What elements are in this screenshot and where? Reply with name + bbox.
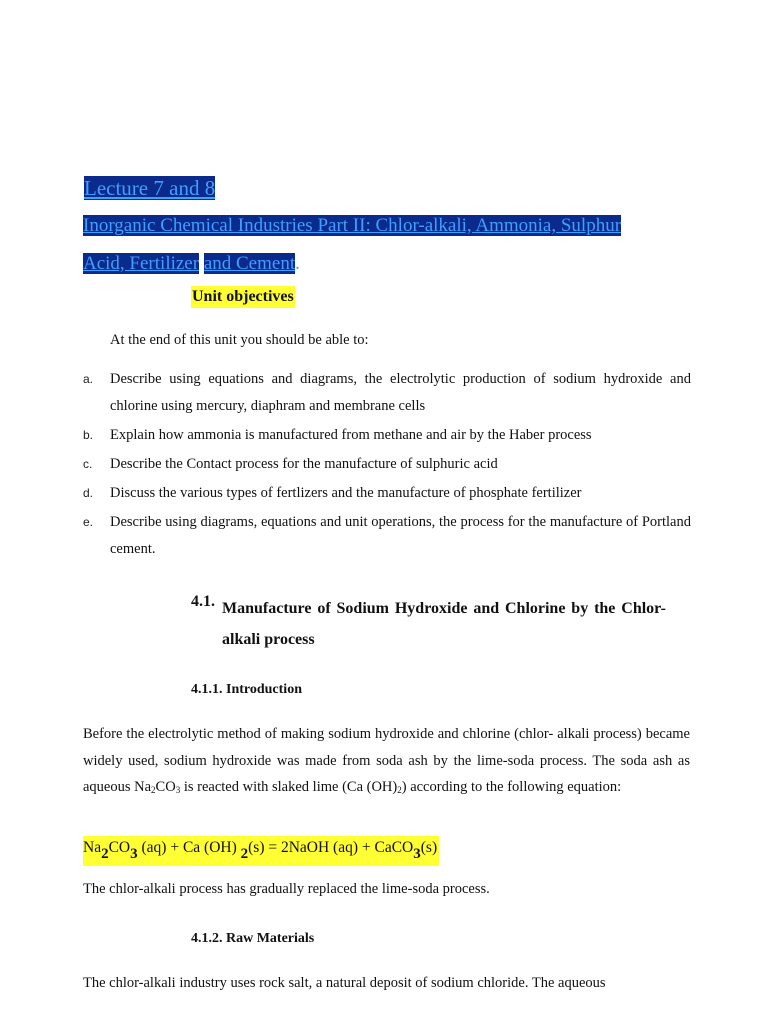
subscript: 3 [175, 785, 181, 795]
unit-objectives-heading: Unit objectives [191, 286, 295, 308]
list-marker: a. [83, 372, 94, 386]
list-item-text: Explain how ammonia is manufactured from methane and air by the Haber process [110, 427, 592, 443]
paragraph-text: ) according to the following equation: [401, 779, 622, 795]
section-title: Manufacture of Sodium Hydroxide and Chlorine by the Chlor-alkali process [222, 600, 666, 648]
subsection-heading-raw-materials: 4.1.2. Raw Materials [191, 931, 315, 946]
list-item [83, 480, 691, 507]
lecture-heading[interactable] [84, 174, 215, 202]
list-marker: b. [83, 428, 94, 442]
list-item [83, 451, 691, 478]
subscript: 3 [413, 846, 421, 862]
equation-part: CO [108, 839, 131, 856]
subscript: 2 [151, 785, 156, 795]
section-number: 4.1. [191, 593, 215, 610]
list-item [83, 366, 691, 420]
document-title-text-1[interactable]: Inorganic Chemical Industries Part II: Chlor-alkali, Ammonia, Sulphur [83, 215, 622, 236]
paragraph-text: is reacted with slaked lime (Ca (OH) [180, 779, 398, 795]
equation-part: (aq) + Ca (OH) [137, 839, 241, 856]
equation-part: Na [83, 839, 102, 856]
paragraph-replacement: The chlor-alkali process has gradually replaced the lime-soda process. [83, 881, 490, 897]
document-title-text-2b[interactable]: and Cement [203, 253, 296, 274]
paragraph-introduction [83, 721, 690, 804]
subscript: 2 [397, 785, 402, 795]
subscript: 2 [101, 846, 109, 862]
paragraph-text: Before the electrolytic method of making sodium hydroxide and chlorine (chlor- alkali process) became widely used, sodium hydroxide was made from soda ash by the lime-soda process. The soda ash as aqueous Na [83, 726, 690, 795]
document-title-period: . [295, 253, 300, 274]
document-title-line-1[interactable] [83, 213, 706, 239]
equation-part: (s) = 2NaOH (aq) + CaCO [248, 839, 414, 856]
intro-text: At the end of this unit you should be able to: [110, 332, 369, 348]
subscript: 3 [130, 846, 138, 862]
document-title-text-2a[interactable]: Acid, Fertilizer [83, 253, 200, 274]
chemical-equation [83, 836, 439, 866]
paragraph-text: CO [155, 779, 176, 795]
paragraph-raw-materials: The chlor-alkali industry uses rock salt, a natural deposit of sodium chloride. The aqueous [83, 975, 606, 991]
lecture-heading-text[interactable]: Lecture 7 and 8 [84, 176, 216, 200]
list-item-text: Describe using equations and diagrams, the electrolytic production of sodium hydroxide and chlorine using mercury, diaphram and membrane cells [110, 371, 691, 414]
list-marker: c. [83, 457, 93, 471]
list-item-text: Discuss the various types of fertlizers and the manufacture of phosphate fertilizer [110, 485, 582, 501]
list-item-text: Describe using diagrams, equations and unit operations, the process for the manufacture of Portland cement. [110, 514, 691, 557]
subsection-heading-introduction: 4.1.1. Introduction [191, 682, 302, 697]
document-title-line-2[interactable] [83, 251, 300, 277]
subscript: 2 [240, 846, 249, 862]
objectives-list [83, 366, 691, 565]
list-item-text: Describe the Contact process for the manufacture of sulphuric acid [110, 456, 498, 472]
list-marker: e. [83, 515, 94, 529]
list-item [83, 422, 691, 449]
list-item [83, 509, 691, 563]
list-marker: d. [83, 486, 94, 500]
equation-part: (s) [420, 839, 438, 856]
